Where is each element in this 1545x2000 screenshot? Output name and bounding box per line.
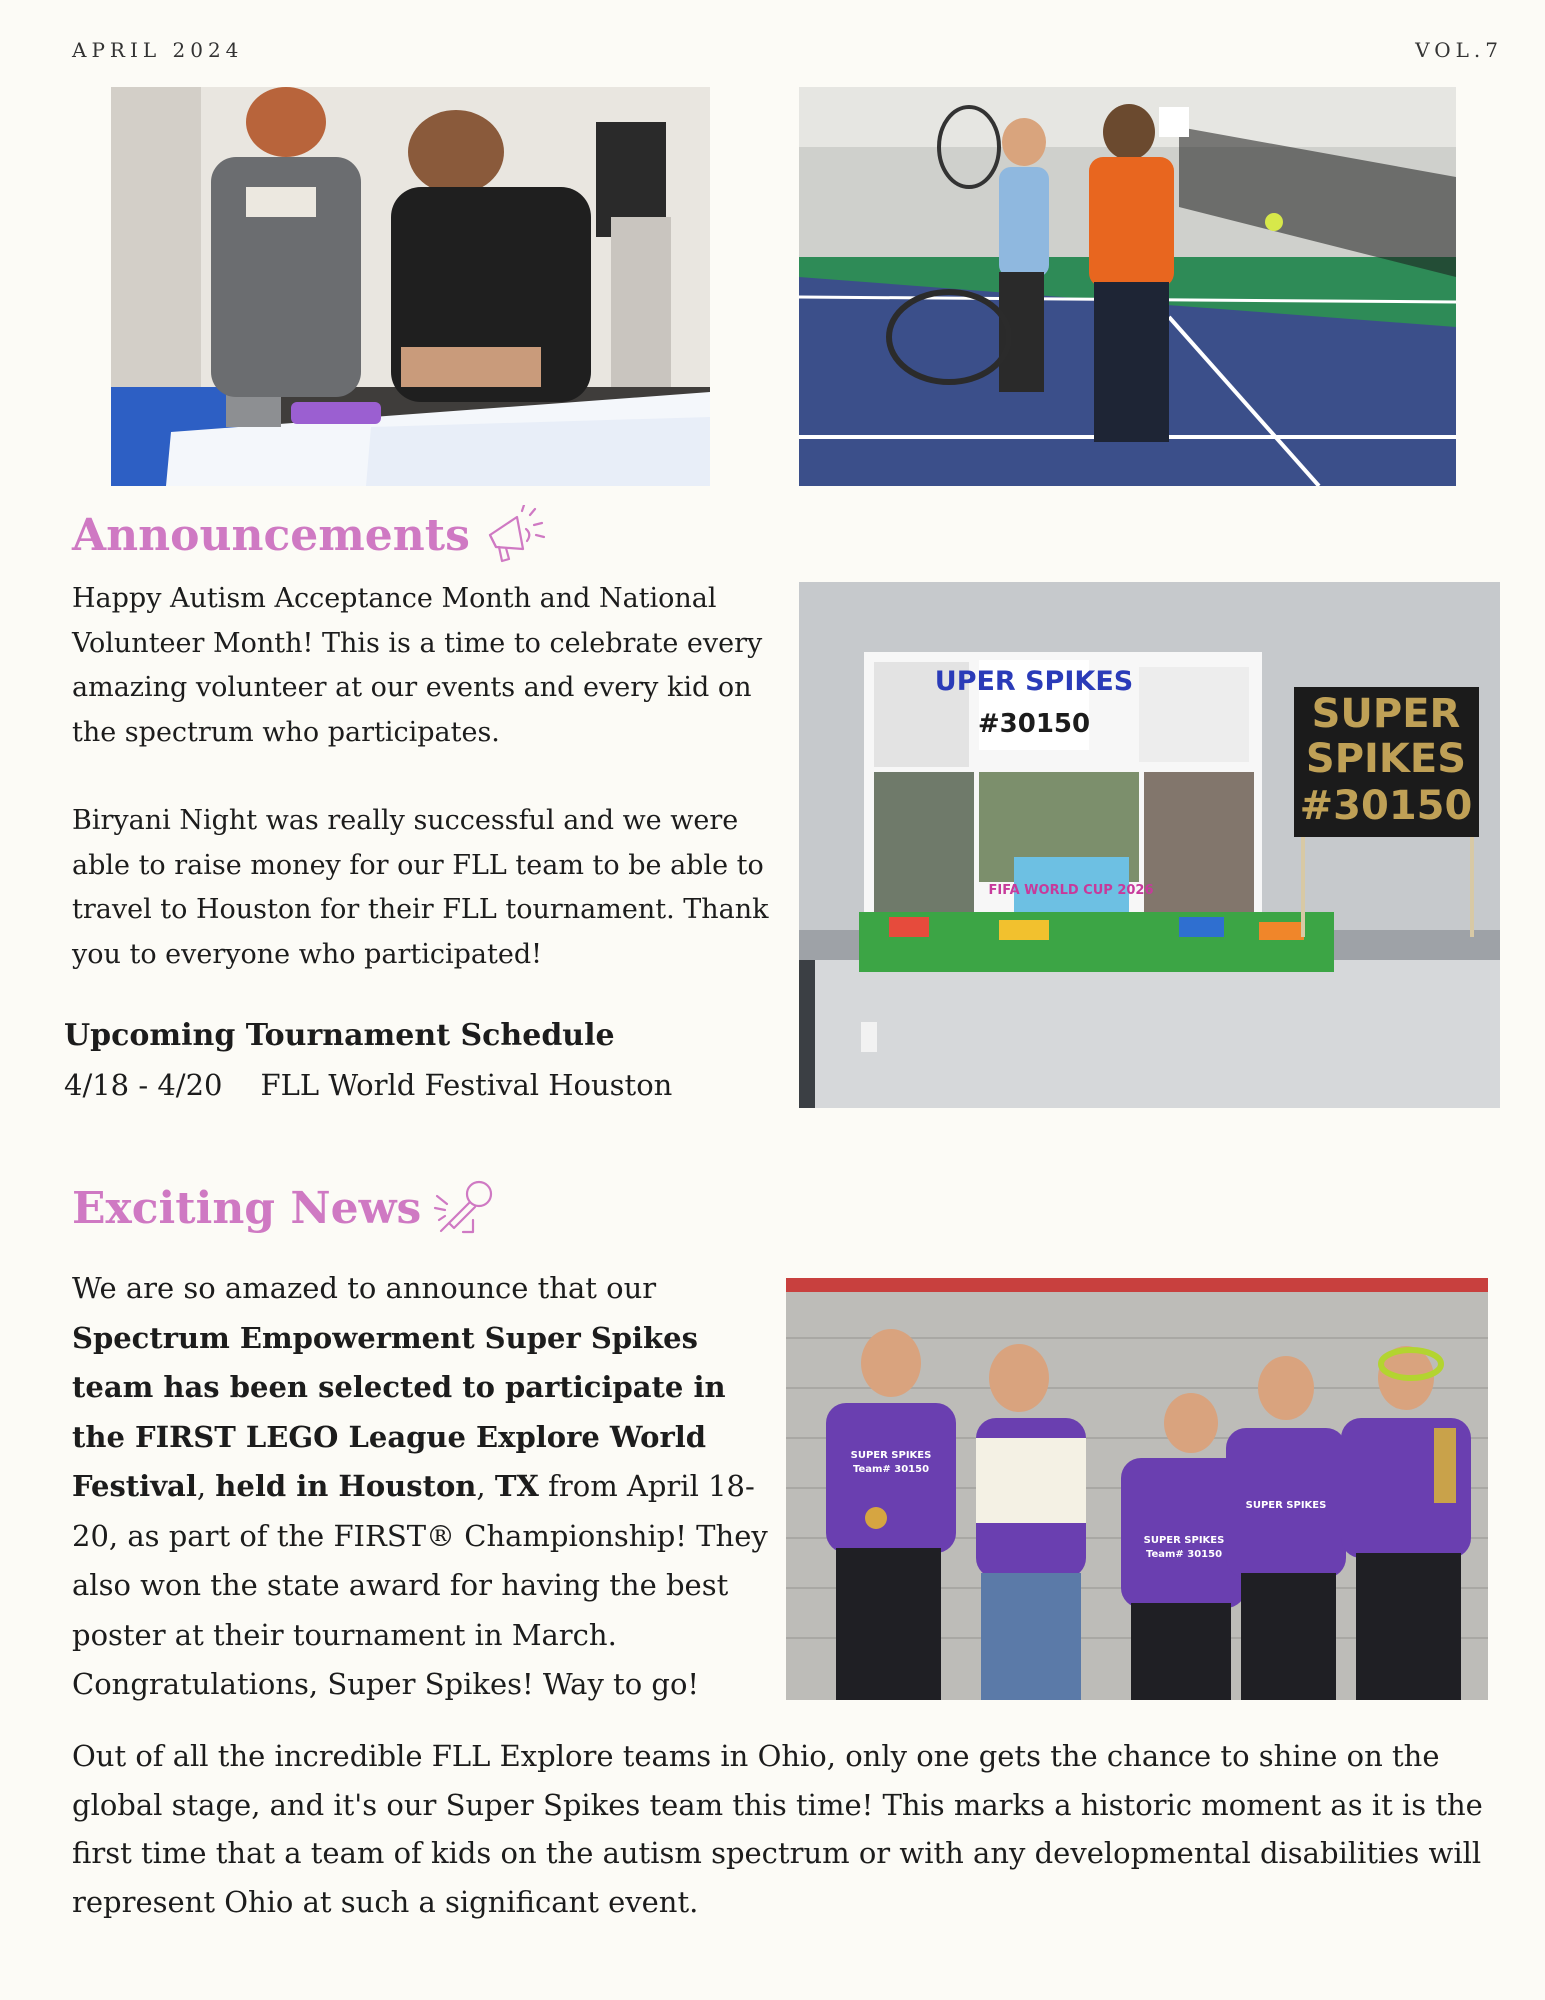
robotics-photo bbox=[111, 87, 710, 486]
news-body bbox=[72, 1264, 787, 1710]
poster-header-text: UPER SPIKES bbox=[934, 666, 1134, 697]
news-text-1: We are so amazed to announce that our bbox=[72, 1271, 657, 1305]
shirt-label-2: SUPER SPIKES bbox=[1143, 1535, 1225, 1546]
schedule-event: FLL World Festival Houston bbox=[260, 1068, 673, 1102]
news-title: Exciting News bbox=[72, 1182, 422, 1234]
shirt-number-1: Team# 30150 bbox=[852, 1464, 930, 1475]
news-text-2: , bbox=[196, 1469, 216, 1503]
shirt-number-2: Team# 30150 bbox=[1145, 1549, 1223, 1560]
news-bold-state: TX bbox=[494, 1469, 539, 1503]
news-text-4: from April 18-20, as part of the FIRST® Championship! They also won the state award for having the best poster at their tournament in March. Congratulations, Super Spikes! Way to go! bbox=[72, 1469, 768, 1701]
announcements-paragraph-2: Biryani Night was really successful and we were able to raise money for our FLL team to be able to travel to Houston for their FLL tournament. Thank you to everyone who participated! bbox=[72, 805, 769, 970]
news-text-3: , bbox=[476, 1469, 495, 1503]
poster-team-text: #30150 bbox=[977, 709, 1091, 739]
news-bold-team: Spectrum Empowerment Super Spikes team has been selected to participate in the FIRST LEGO League Explore World Festival bbox=[72, 1320, 726, 1503]
poster-photo bbox=[799, 582, 1500, 1108]
sign-line-3: #30150 bbox=[1299, 783, 1473, 829]
sign-line-1: SUPER bbox=[1311, 691, 1461, 737]
megaphone-icon bbox=[482, 505, 548, 565]
issue-date: APRIL 2024 bbox=[72, 38, 244, 62]
schedule-title: Upcoming Tournament Schedule bbox=[64, 1018, 615, 1053]
schedule-row bbox=[64, 1068, 672, 1102]
announcements-heading bbox=[72, 505, 548, 565]
announcements-paragraph-1: Happy Autism Acceptance Month and National Volunteer Month! This is a time to celebrate every amazing volunteer at our events and every kid on the spectrum who participates. bbox=[72, 583, 763, 748]
sign-line-2: SPIKES bbox=[1305, 736, 1467, 782]
shirt-label-1: SUPER SPIKES bbox=[850, 1450, 932, 1461]
microphone-icon bbox=[433, 1176, 499, 1240]
news-bold-city: held in Houston bbox=[215, 1469, 477, 1503]
schedule-date: 4/18 - 4/20 bbox=[64, 1068, 223, 1102]
shirt-label-3: SUPER SPIKES bbox=[1245, 1500, 1327, 1511]
issue-volume: VOL.7 bbox=[1415, 38, 1503, 62]
news-closing-paragraph: Out of all the incredible FLL Explore teams in Ohio, only one gets the chance to shine on the global stage, and it's our Super Spikes team this time! This marks a historic moment as it is the first time that a team of kids on the autism spectrum or with any developmental disabilities will represent Ohio at such a significant event. bbox=[72, 1739, 1483, 1919]
tennis-photo bbox=[799, 87, 1456, 486]
news-heading bbox=[72, 1176, 499, 1240]
announcements-body bbox=[72, 577, 787, 977]
poster-lego-sign: FIFA WORLD CUP 2026 bbox=[988, 883, 1154, 898]
announcements-title: Announcements bbox=[72, 509, 470, 561]
team-photo bbox=[786, 1278, 1488, 1700]
